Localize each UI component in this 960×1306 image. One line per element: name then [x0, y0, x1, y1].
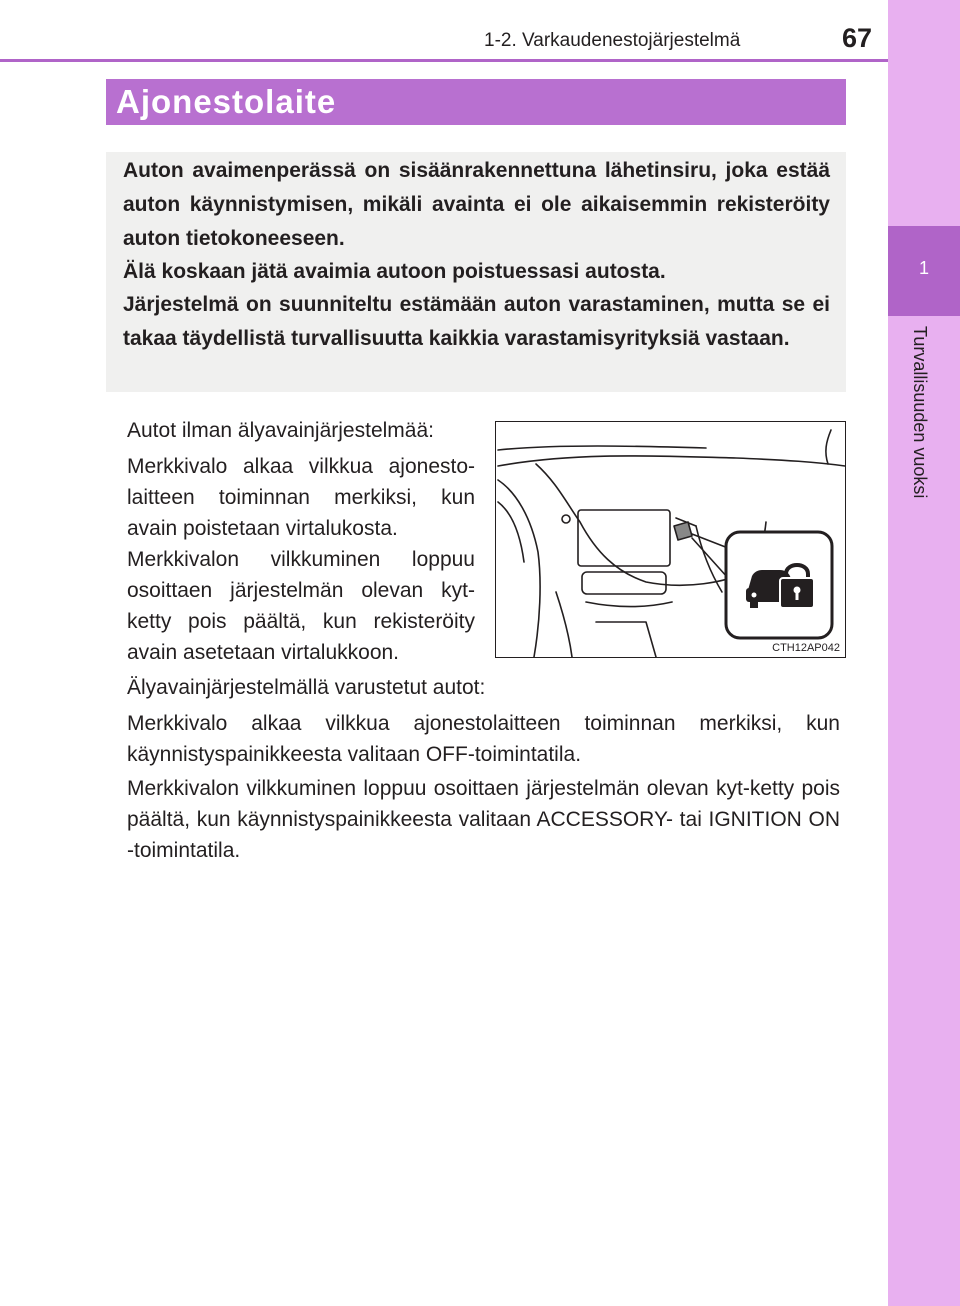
smart-key-paragraph-1: Merkkivalo alkaa vilkkua ajonestolaitteen toiminnan merkiksi, kun käynnistyspainikkeesta valitaan OFF-toimintatila. — [127, 712, 840, 766]
section-title: Ajonestolaite — [116, 83, 337, 120]
no-smart-key-heading: Autot ilman älyavainjärjestelmää: — [127, 419, 434, 442]
intro-paragraph-2: Älä koskaan jätä avaimia autoon poistuessasi autosta. — [123, 260, 666, 283]
header-rule — [0, 59, 888, 62]
chapter-number: 1 — [918, 258, 929, 278]
illustration-code: CTH12AP042 — [772, 642, 840, 654]
intro-paragraph-3: Järjestelmä on suunniteltu estämään auton varastaminen, mutta se ei takaa täydellistä turvallisuutta kaikkia varastamisyrityksiä vastaan. — [123, 293, 830, 350]
smart-key-heading: Älyavainjärjestelmällä varustetut autot: — [127, 676, 486, 699]
header-section-title: 1-2. Varkaudenestojärjestelmä — [484, 30, 741, 51]
dashboard-illustration — [495, 421, 846, 658]
page-number: 67 — [842, 23, 873, 53]
dashboard-drawing — [496, 422, 845, 657]
no-smart-key-paragraph-1: Merkkivalo alkaa vilkkua ajonesto-laitteen toiminnan merkiksi, kun avain poistetaan virtalukosta. — [127, 455, 475, 540]
no-smart-key-paragraph-2: Merkkivalon vilkkuminen loppuu osoittaen järjestelmän olevan kyt-ketty pois päältä, kun rekisteröity avain asetetaan virtalukkoon. — [127, 548, 475, 664]
side-thumb-tab — [888, 0, 960, 1306]
watermark: carmanualsonline.info — [732, 1284, 888, 1301]
chapter-label: Turvallisuuden vuoksi — [910, 326, 930, 499]
intro-paragraph-1: Auton avaimenperässä on sisäänrakennettuna lähetinsiru, joka estää auton käynnistymisen, mikäli avainta ei ole aikaisemmin rekisteröity auton tietokoneeseen. — [123, 159, 830, 250]
smart-key-paragraph-2: Merkkivalon vilkkuminen loppuu osoittaen järjestelmän olevan kyt-ketty pois päältä, kun käynnistyspainikkeesta valitaan ACCESSORY- tai IGNITION ON -toimintatila. — [127, 777, 840, 862]
